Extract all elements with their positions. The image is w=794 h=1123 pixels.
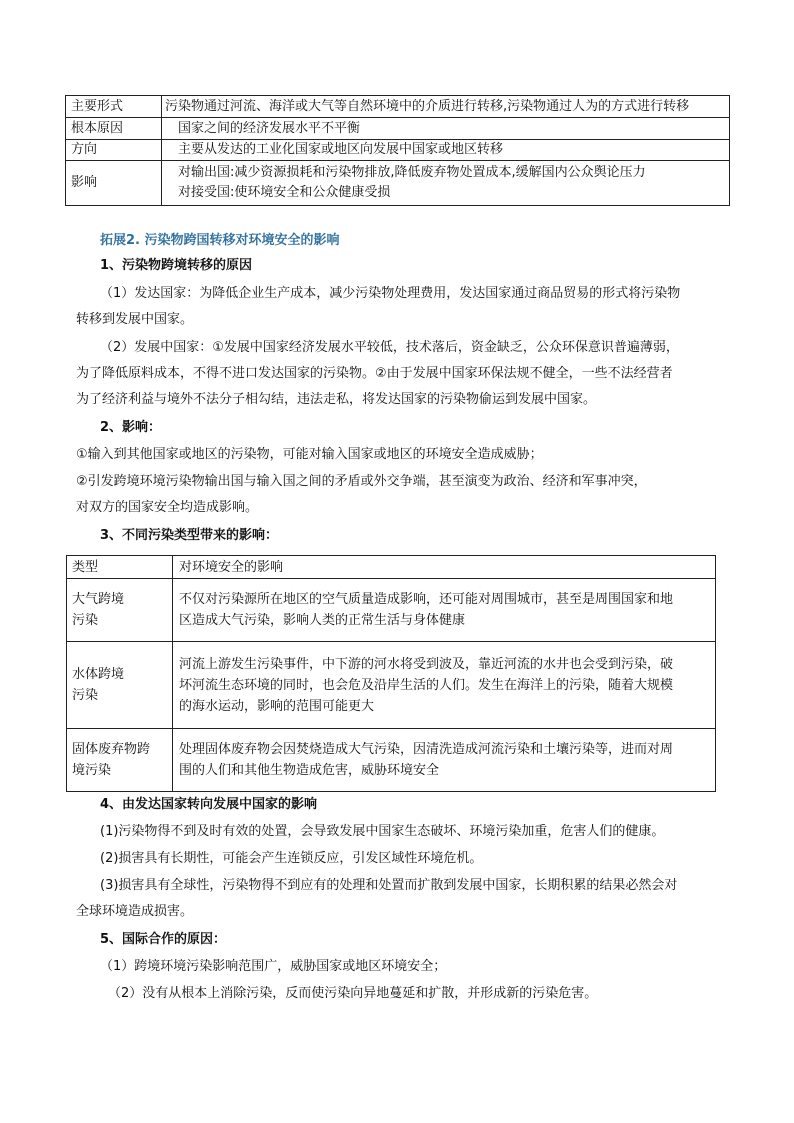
type-cell: 固体废弃物跨 境污染 [67,729,173,792]
heading-cooperation: 5、国际合作的原因： [100,932,227,947]
transfer-summary-table [65,95,730,206]
header-impact: 对环境安全的影响 [173,556,716,579]
header-type: 类型 [67,556,173,579]
row-label: 方向 [66,140,162,161]
table-row [66,118,730,140]
row-content: 国家之间的经济发展水平不平衡 [162,118,730,140]
heading-impacts: 2、影响： [100,420,162,435]
table-row [66,161,730,206]
paragraph-developing-cont: 为了降低原料成本，不得不进口发达国家的污染物。②由于发展中国家环保法规不健全，一些不法经营者 [76,366,673,381]
table-row [67,579,716,642]
section-title: 拓展2. 污染物跨国转移对环境安全的影响 [100,233,340,248]
row-label: 影响 [66,161,162,206]
impact-cell: 河流上游发生污染事件，中下游的河水将受到波及，靠近河流的水井也会受到污染，破 坏河流生态环境的同时，也会危及沿岸生活的人们。发生在海洋上的污染，随着大规模 的海水运动，影响的范围可能更大 [173,642,716,729]
paragraph-developed: （1）发达国家：为降低企业生产成本，减少污染物处理费用，发达国家通过商品贸易的形式将污染物 [100,286,681,301]
paragraph-impact-2: ②引发跨境环境污染物输出国与输入国之间的矛盾或外交争端，甚至演变为政治、经济和军事冲突， [76,474,647,489]
paragraph-developing: （2）发展中国家：①发展中国家经济发展水平较低，技术落后，资金缺乏，公众环保意识普遍薄弱， [100,340,679,355]
impact-cell: 处理固体废弃物会因焚烧造成大气污染，因清洗造成河流污染和土壤污染等，进而对周 围的人们和其他生物造成危害，威胁环境安全 [173,729,716,792]
paragraph-impact-1: ①输入到其他国家或地区的污染物，可能对输入国家或地区的环境安全造成威胁； [76,447,543,462]
heading-types: 3、不同污染类型带来的影响： [100,528,279,543]
heading-direction-impacts: 4、由发达国家转向发展中国家的影响 [100,797,318,812]
type-cell: 大气跨境 污染 [67,579,173,642]
paragraph-developing-cont: 为了经济利益与境外不法分子相勾结，违法走私，将发达国家的污染物偷运到发展中国家。 [76,392,597,407]
impact-cell: 不仅对污染源所在地区的空气质量造成影响，还可能对周围城市，甚至是周围国家和地 区造成大气污染，影响人类的正常生活与身体健康 [173,579,716,642]
table-row [67,729,716,792]
row-content: 对输出国:减少资源损耗和污染物排放,降低废弃物处置成本,缓解国内公众舆论压力 对接受国:使环境安全和公众健康受损 [162,161,730,206]
table-row [66,140,730,161]
pollution-type-table [66,555,716,792]
type-cell: 水体跨境 污染 [67,642,173,729]
row-label: 主要形式 [66,96,162,118]
paragraph-direction-1: (1)污染物得不到及时有效的处置，会导致发展中国家生态破坏、环境污染加重，危害人们的健康。 [100,824,665,839]
table-header-row [67,556,716,579]
row-label: 根本原因 [66,118,162,140]
paragraph-developed-cont: 转移到发展中国家。 [76,312,194,327]
table-row [67,642,716,729]
row-content: 污染物通过河流、海洋或大气等自然环境中的介质进行转移,污染物通过人为的方式进行转移 [162,96,730,118]
paragraph-cooperation-1: （1）跨境环境污染影响范围广，威胁国家或地区环境安全； [100,959,447,974]
paragraph-impact-2-cont: 对双方的国家安全均造成影响。 [76,500,259,515]
heading-causes: 1、污染物跨境转移的原因 [100,258,253,273]
paragraph-direction-3-cont: 全球环境造成损害。 [76,904,194,919]
row-content: 主要从发达的工业化国家或地区向发展中国家或地区转移 [162,140,730,161]
paragraph-cooperation-2: （2）没有从根本上消除污染，反而使污染向异地蔓延和扩散，并形成新的污染危害。 [108,986,598,1001]
table-row [66,96,730,118]
paragraph-direction-2: (2)损害具有长期性，可能会产生连锁反应，引发区域性环境危机。 [100,851,483,866]
paragraph-direction-3: (3)损害具有全球性，污染物得不到应有的处理和处置而扩散到发展中国家，长期积累的结果必然会对 [100,878,678,893]
